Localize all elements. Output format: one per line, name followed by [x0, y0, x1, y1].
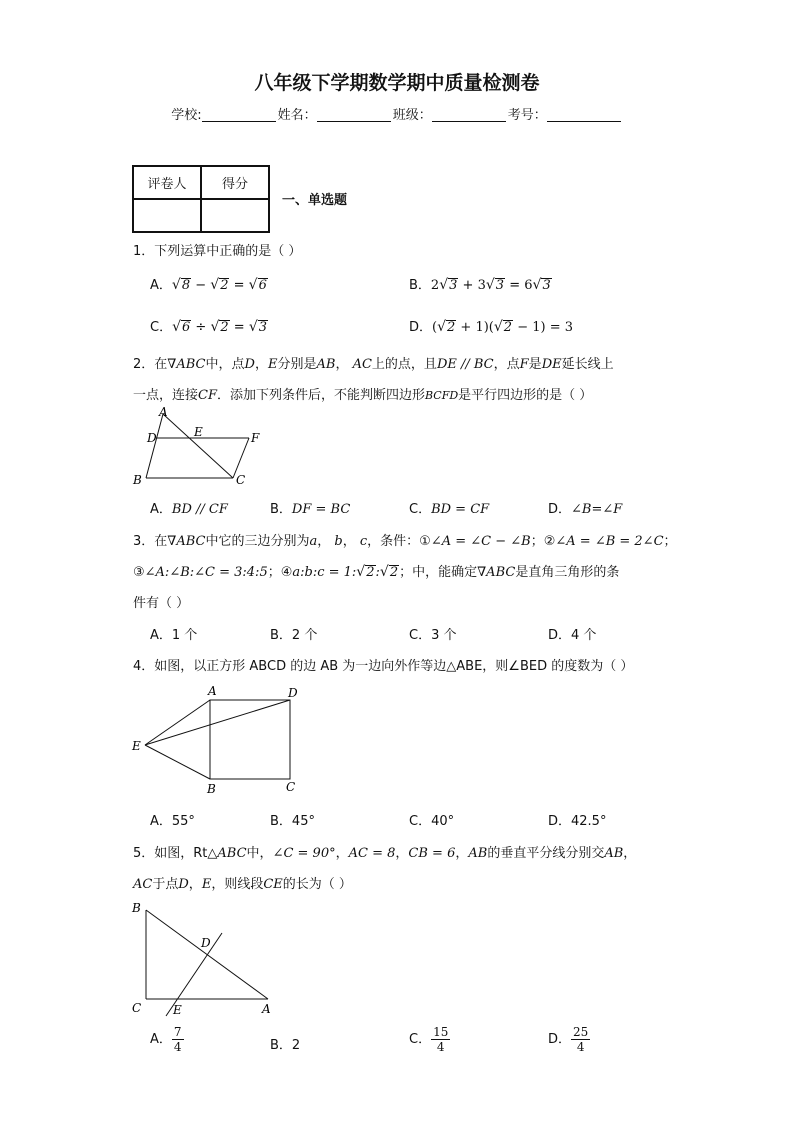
score-cell[interactable]: [201, 199, 269, 232]
student-info-line: [0, 104, 794, 123]
q5-label-e: E: [173, 1003, 182, 1017]
school-blank[interactable]: [202, 107, 276, 122]
q2-label-b: B: [133, 473, 142, 487]
q3-line-3: 件有（ ）: [133, 596, 190, 611]
q2-option-c: C．BD = CF: [409, 502, 490, 517]
q5-option-c: C． $\frac{15}{4}$: [409, 1025, 449, 1054]
q2-label-c: C: [236, 473, 246, 487]
q4-label-d: D: [288, 686, 298, 700]
q5-fraction-c: $\frac{15}{4}$: [433, 1025, 449, 1054]
q4-option-c: C．40°: [409, 814, 455, 829]
q5-fraction-a: $\frac{7}{4}$: [173, 1025, 182, 1054]
q2-line-2: 一点，连接CF．添加下列条件后，不能判断四边形BCFD是平行四边形的是（ ）: [133, 388, 593, 403]
q1-stem: 1．下列运算中正确的是（ ）: [133, 244, 302, 259]
q5-label-a: A: [262, 1002, 271, 1016]
school-label: 学校:: [171, 108, 202, 123]
q2-line-1: 2．在∇ABC中，点D，E分别是AB， AC上的点，且DE // BC，点F是DE延长线上: [133, 357, 614, 372]
q4-option-a: A．55°: [150, 814, 195, 829]
q5-line-1: 5．如图，Rt△ABC中，∠C = 90°，AC = 8，CB = 6，AB的垂直平分线分别交AB，: [133, 846, 637, 861]
q3-option-b: B．2 个: [270, 628, 318, 643]
q5-line-2: AC于点D，E，则线段CE的长为（ ）: [133, 877, 352, 892]
q2-label-a: A: [159, 405, 168, 419]
q1-option-d: D．(√2 + 1)(√2 − 1) = 3: [409, 319, 574, 335]
q2-option-a: A．BD // CF: [150, 502, 228, 517]
q2-label-e: E: [194, 425, 203, 439]
q3-option-c: C．3 个: [409, 628, 457, 643]
q4-option-d: D．42.5°: [548, 814, 607, 829]
q3-option-d: D．4 个: [548, 628, 597, 643]
q4-label-b: B: [207, 782, 216, 796]
q5-figure: [128, 896, 288, 1021]
q3-line-1: 3．在∇ABC中它的三边分别为a， b， c，条件：①∠A = ∠C − ∠B；②∠A = ∠B = 2∠C；: [133, 534, 677, 549]
q1-option-b: B．2√3 + 3√3 = 6√3: [409, 277, 551, 293]
reviewer-header: 评卷人: [133, 166, 201, 199]
q3-line-2: ③∠A:∠B:∠C = 3:4:5；④a:b:c = 1:√2:√2；中，能确定∇ABC是直角三角形的条: [133, 564, 620, 580]
q5-option-a: A． $\frac{7}{4}$: [150, 1025, 182, 1054]
exam-number-blank[interactable]: [547, 107, 621, 122]
section-title: 一、单选题: [282, 193, 348, 208]
class-label: 班级：: [392, 108, 432, 123]
q4-stem: 4．如图，以正方形 ABCD 的边 AB 为一边向外作等边△ABE，则∠BED 的度数为（ ）: [133, 659, 634, 674]
score-table: [132, 165, 270, 233]
q4-label-c: C: [286, 780, 296, 794]
q5-option-b: B．2: [270, 1038, 301, 1053]
q1-option-c: C．√6 ÷ √2 = √3: [150, 319, 268, 335]
score-header: 得分: [201, 166, 269, 199]
name-label: 姓名：: [277, 108, 317, 123]
q5-label-d: D: [201, 936, 211, 950]
q5-label-b: B: [132, 901, 141, 915]
q2-label-d: D: [147, 431, 157, 445]
q4-option-b: B．45°: [270, 814, 315, 829]
q5-option-d: D． $\frac{25}{4}$: [548, 1025, 589, 1054]
q4-figure: [128, 683, 308, 798]
page-title: 八年级下学期数学期中质量检测卷: [254, 72, 540, 94]
name-blank[interactable]: [317, 107, 391, 122]
reviewer-cell[interactable]: [133, 199, 201, 232]
q2-option-d: D．∠B=∠F: [548, 502, 623, 517]
q5-label-c: C: [132, 1001, 142, 1015]
q1-option-a: A．√8 − √2 = √6: [150, 277, 267, 293]
q2-figure: [128, 404, 268, 490]
q4-label-e: E: [132, 739, 141, 753]
q4-label-a: A: [208, 684, 217, 698]
class-blank[interactable]: [432, 107, 506, 122]
q2-option-b: B．DF = BC: [270, 502, 351, 517]
q5-fraction-d: $\frac{25}{4}$: [573, 1025, 589, 1054]
q2-label-f: F: [251, 431, 260, 445]
q3-option-a: A．1 个: [150, 628, 198, 643]
exam-number-label: 考号：: [507, 108, 547, 123]
